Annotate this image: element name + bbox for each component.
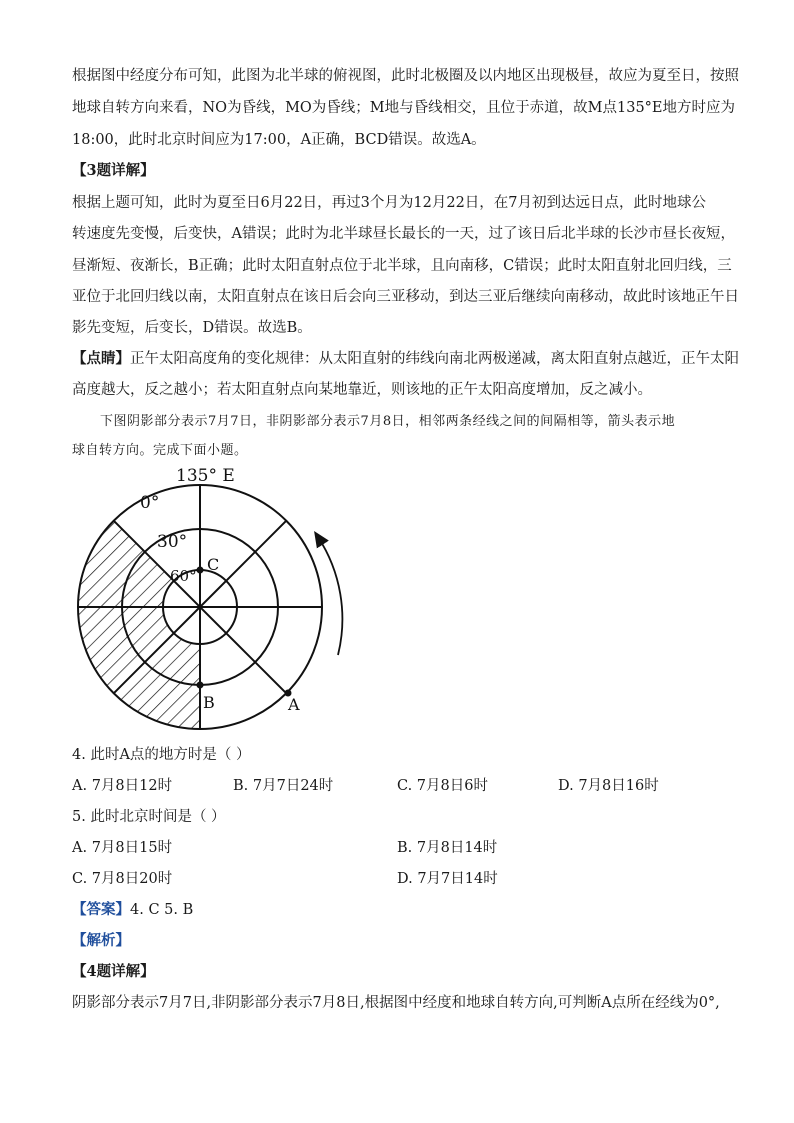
q4-detail-heading: 【4题详解】 [72, 963, 155, 980]
label-60: 60° [170, 567, 197, 585]
q4-detail-text: 阴影部分表示7月7日,非阴影部分表示7月8日,根据图中经度和地球自转方向,可判断A点所在经线为0°, [72, 995, 720, 1011]
question-intro: 球自转方向。完成下面小题。 [72, 443, 248, 458]
paragraph-line: 18:00，此时北京时间应为17:00，A正确，BCD错误。故选A。 [72, 132, 486, 148]
q5-stem: 5. 此时北京时间是（ ） [72, 809, 226, 825]
point-b [197, 682, 204, 689]
q4-option-b[interactable]: B. 7月7日24时 [233, 778, 334, 794]
point-c [197, 567, 204, 574]
paragraph-line: 亚位于北回归线以南，太阳直射点在该日后会向三亚移动，到达三亚后继续向南移动，故此时该地正午日 [72, 289, 739, 305]
q5-option-d[interactable]: D. 7月7日14时 [397, 871, 498, 887]
q3-heading: 【3题详解】 [72, 162, 155, 179]
label-135e: 135° E [176, 466, 235, 486]
paragraph-line: 转速度先变慢，后变快，A错误；此时为北半球昼长最长的一天，过了该日后北半球的长沙市昼长夜短， [72, 226, 735, 242]
analysis-tag: 【解析】 [72, 932, 130, 949]
paragraph-line: 根据上题可知，此时为夏至日6月22日，再过3个月为12月22日，在7月初到达远日点，此时地球公 [72, 195, 707, 211]
paragraph-line: 根据图中经度分布可知，此图为北半球的俯视图，此时北极圈及以内地区出现极昼，故应为夏至日，按照 [72, 68, 739, 84]
answer-text: 4. C 5. B [130, 902, 194, 918]
tip-text: 正午太阳高度角的变化规律：从太阳直射的纬线向南北两极递减，离太阳直射点越近，正午太阳 [130, 351, 739, 367]
q4-option-c[interactable]: C. 7月8日6时 [397, 778, 488, 794]
tip-tag: 【点睛】 [72, 350, 130, 367]
polar-diagram [0, 460, 794, 750]
q4-option-d[interactable]: D. 7月8日16时 [558, 778, 659, 794]
label-a: A [288, 695, 300, 714]
q5-option-b[interactable]: B. 7月8日14时 [397, 840, 498, 856]
label-c: C [207, 555, 220, 574]
paragraph-line: 昼渐短、夜渐长，B正确；此时太阳直射点位于北半球，且向南移，C错误；此时太阳直射北回归线，三 [72, 258, 732, 274]
question-intro: 下图阴影部分表示7月7日，非阴影部分表示7月8日，相邻两条经线之间的间隔相等，箭头表示地 [100, 414, 676, 429]
q5-option-a[interactable]: A. 7月8日15时 [72, 840, 173, 856]
paragraph-line: 影先变短，后变长，D错误。故选B。 [72, 320, 312, 336]
q4-stem: 4. 此时A点的地方时是（ ） [72, 747, 251, 763]
label-0deg: 0° [140, 493, 160, 513]
answer-tag: 【答案】 [72, 901, 130, 918]
label-30: 30° [157, 532, 188, 552]
q4-option-a[interactable]: A. 7月8日12时 [72, 778, 173, 794]
q5-option-c[interactable]: C. 7月8日20时 [72, 871, 173, 887]
paragraph-line: 地球自转方向来看，NO为昏线，MO为昏线；M地与昏线相交，且位于赤道，故M点135°E地方时应为 [72, 100, 736, 116]
answer-line [72, 900, 732, 920]
tip-line [72, 349, 739, 369]
label-b: B [203, 693, 215, 712]
paragraph-line: 高度越大，反之越小；若太阳直射点向某地靠近，则该地的正午太阳高度增加，反之减小。 [72, 382, 652, 398]
